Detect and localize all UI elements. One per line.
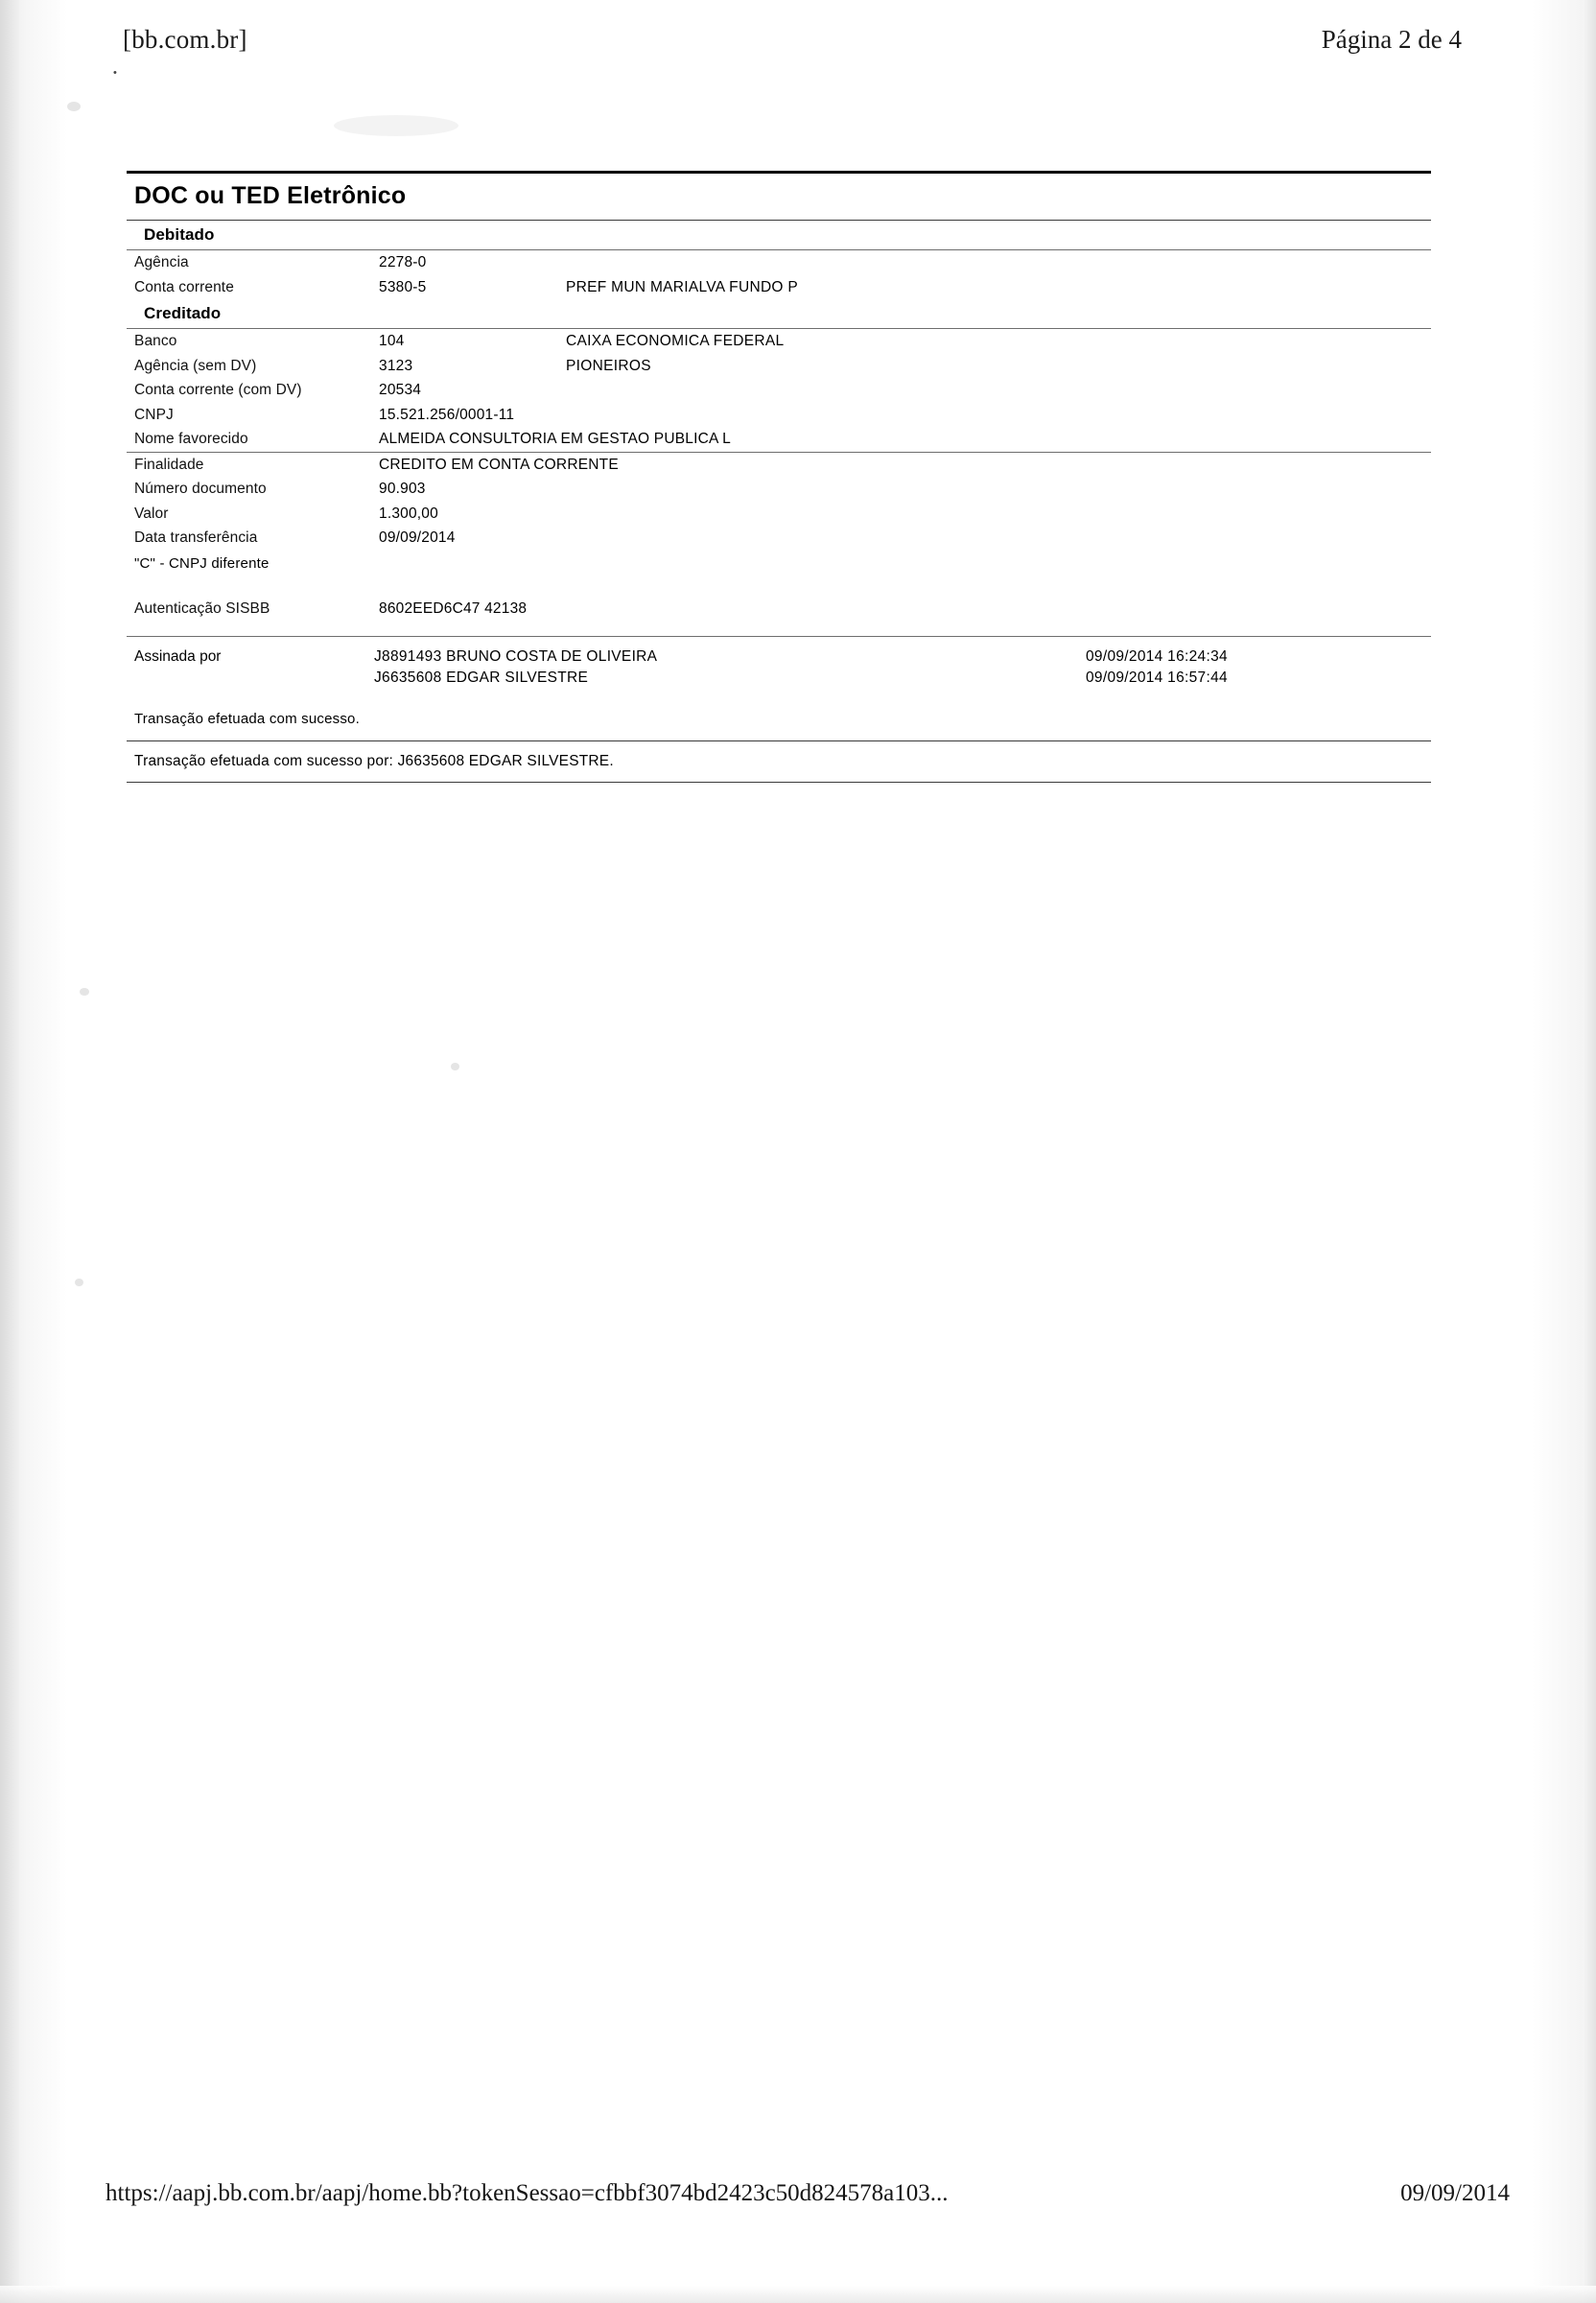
- signer-names: [374, 646, 657, 690]
- signer-name: J6635608 EDGAR SILVESTRE: [374, 670, 589, 687]
- table-row: [127, 403, 1431, 428]
- row-label: Banco: [134, 333, 177, 349]
- print-footer: [106, 2180, 1510, 2207]
- row-value: 104: [379, 333, 405, 349]
- row-value: 90.903: [379, 481, 426, 497]
- table-row: [127, 378, 1431, 403]
- row-extra: PIONEIROS: [566, 357, 651, 374]
- scan-speck: [75, 1279, 83, 1286]
- scan-smudge: [334, 115, 458, 136]
- row-value: 09/09/2014: [379, 529, 456, 546]
- row-value: 5380-5: [379, 278, 427, 295]
- print-header-page-indicator: Página 2 de 4: [1321, 25, 1462, 54]
- receipt-title: DOC ou TED Eletrônico: [134, 182, 407, 209]
- scan-mark: •: [113, 67, 117, 79]
- print-header-site: [bb.com.br]: [123, 25, 247, 54]
- row-label: Nome favorecido: [134, 431, 248, 447]
- row-label: Finalidade: [134, 456, 204, 473]
- scan-speck: [80, 988, 89, 996]
- scan-right-shadow: [1583, 0, 1596, 2303]
- print-footer-date: 09/09/2014: [1400, 2180, 1510, 2206]
- row-label: Data transferência: [134, 529, 258, 546]
- row-extra: PREF MUN MARIALVA FUNDO P: [566, 278, 799, 295]
- section-debited-label: Debitado: [144, 225, 215, 244]
- table-row: [127, 453, 1431, 478]
- signed-by-label-col: [134, 646, 374, 690]
- signer-timestamps: [1086, 646, 1228, 690]
- print-header: [0, 17, 1596, 79]
- table-row: [127, 597, 1431, 622]
- row-extra: CAIXA ECONOMICA FEDERAL: [566, 333, 785, 349]
- table-row: [127, 250, 1431, 275]
- row-value: ALMEIDA CONSULTORIA EM GESTAO PUBLICA L: [379, 431, 731, 447]
- section-credited-label: Creditado: [144, 304, 222, 322]
- row-value: 15.521.256/0001-11: [379, 406, 515, 423]
- scan-speck: [451, 1063, 459, 1070]
- row-value: 8602EED6C47 42138: [379, 599, 528, 617]
- row-value: 20534: [379, 382, 422, 398]
- row-label: Agência: [134, 254, 189, 270]
- row-label: Valor: [134, 505, 169, 522]
- signer-timestamp: 09/09/2014 16:57:44: [1086, 670, 1228, 687]
- footer-bottom-divider: [127, 782, 1431, 783]
- signer-timestamp: 09/09/2014 16:24:34: [1086, 648, 1228, 665]
- signer-name: J8891493 BRUNO COSTA DE OLIVEIRA: [374, 648, 658, 665]
- signature-block: [127, 637, 1431, 695]
- row-label: Autenticação SISBB: [134, 599, 270, 617]
- scan-speck: [67, 102, 81, 111]
- signed-by-label: Assinada por: [134, 648, 222, 665]
- row-value: 2278-0: [379, 254, 427, 270]
- table-row: [127, 354, 1431, 379]
- table-row: [127, 477, 1431, 502]
- table-row: [127, 427, 1431, 452]
- detail-rows: [127, 453, 1431, 551]
- table-row: [127, 275, 1431, 300]
- table-row: [127, 502, 1431, 527]
- status-message: Transação efetuada com sucesso.: [134, 710, 360, 727]
- credited-rows: [127, 329, 1431, 452]
- row-label: Número documento: [134, 481, 267, 497]
- row-label: Agência (sem DV): [134, 357, 257, 374]
- transaction-receipt: [127, 171, 1431, 783]
- scan-bottom-shadow: [0, 2286, 1596, 2303]
- row-label: Conta corrente: [134, 278, 234, 295]
- scan-left-shadow: [0, 0, 19, 2303]
- row-label: CNPJ: [134, 406, 174, 423]
- footer-message: Transação efetuada com sucesso por: J6635608 EDGAR SILVESTRE.: [134, 752, 614, 769]
- table-row: [127, 329, 1431, 354]
- cnpj-note: "C" - CNPJ diferente: [134, 554, 270, 572]
- row-value: CREDITO EM CONTA CORRENTE: [379, 456, 619, 473]
- table-row: [127, 526, 1431, 551]
- debited-rows: [127, 250, 1431, 299]
- authentication-block: [127, 576, 1431, 622]
- print-footer-url: https://aapj.bb.com.br/aapj/home.bb?tokenSessao=cfbbf3074bd2423c50d824578a103...: [106, 2180, 949, 2206]
- row-value: 3123: [379, 357, 413, 374]
- row-value: 1.300,00: [379, 505, 438, 522]
- row-label: Conta corrente (com DV): [134, 382, 302, 398]
